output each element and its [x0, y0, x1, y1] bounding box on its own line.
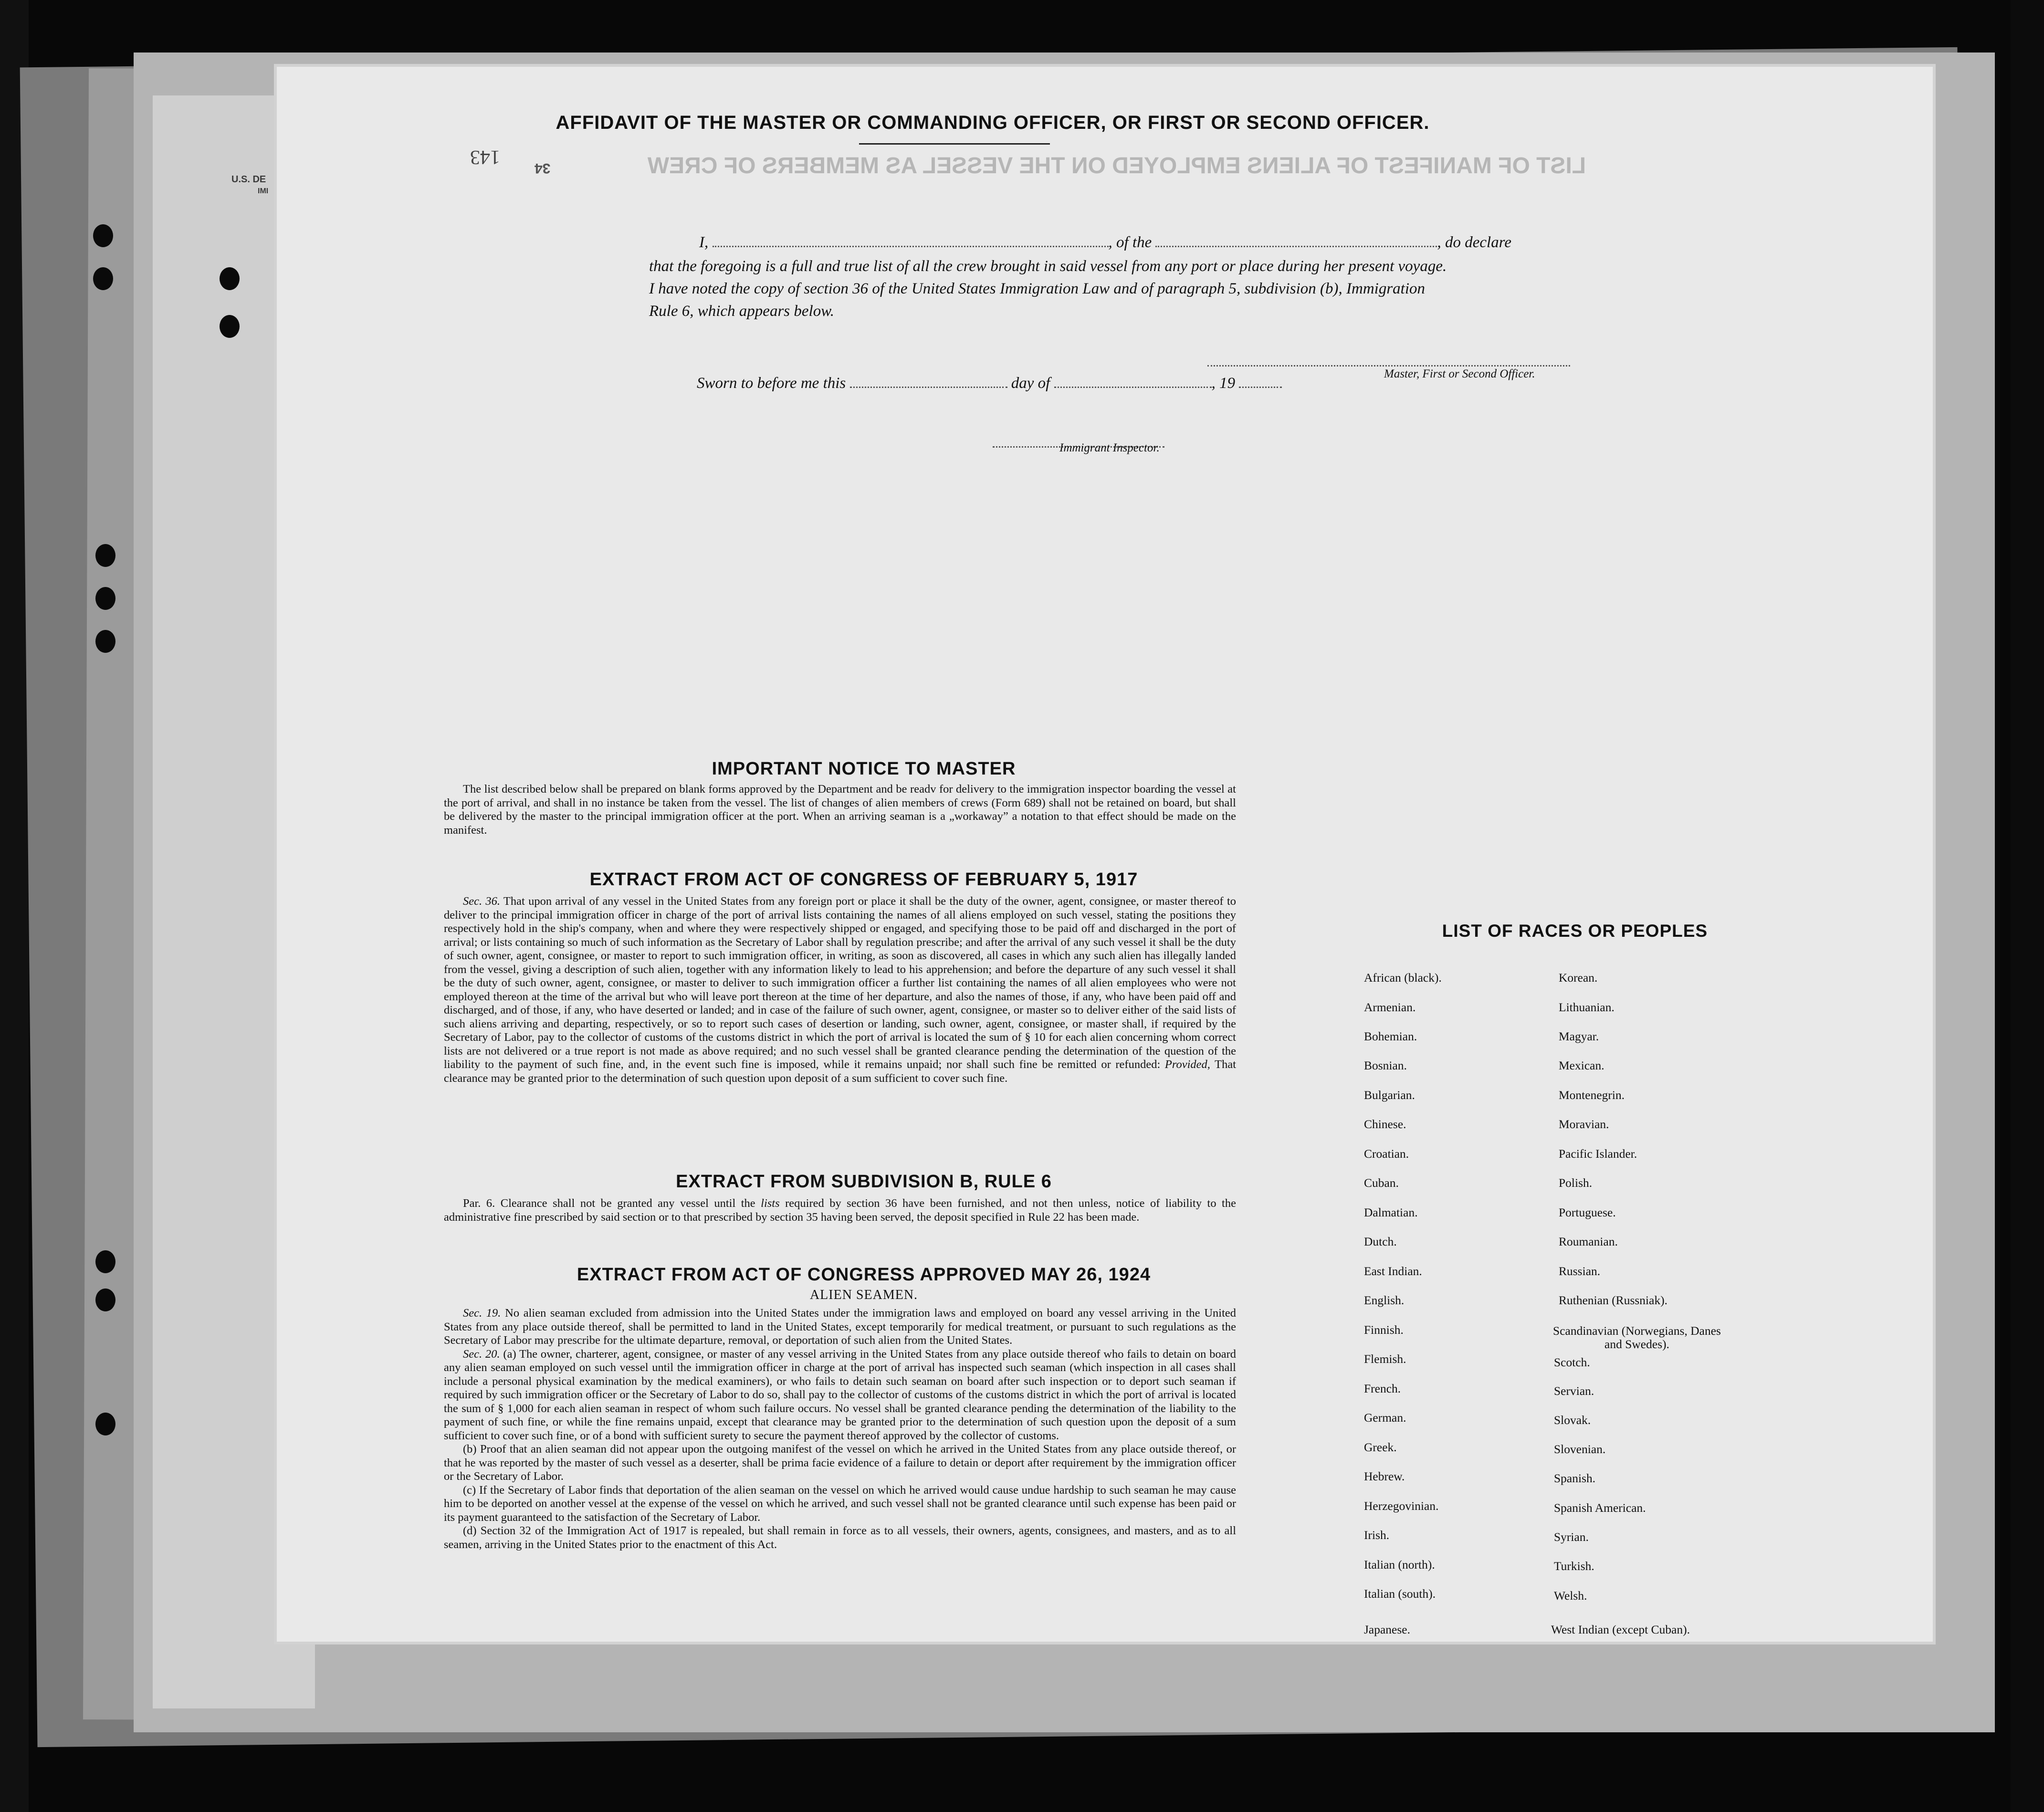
race-item: Lithuanian.: [1559, 1000, 1614, 1014]
extract-1924-title: EXTRACT FROM ACT OF CONGRESS APPROVED MAY 26, 1924: [577, 1265, 1151, 1285]
race-item: Greek.: [1364, 1440, 1397, 1454]
sworn-text: Sworn to before me this: [697, 375, 846, 392]
affidavit-declare: , do declare: [1437, 234, 1511, 251]
extract-rule6-title: EXTRACT FROM SUBDIVISION B, RULE 6: [676, 1172, 1052, 1192]
race-item: Syrian.: [1554, 1530, 1589, 1544]
provided-word: Provided,: [1164, 1058, 1210, 1071]
affidavit-line-2: that the foregoing is a full and true list of all the crew brought in said vessel from any port or place during her present voyage.: [649, 258, 1447, 275]
race-item: Herzegovinian.: [1364, 1499, 1439, 1513]
race-item: Dutch.: [1364, 1235, 1397, 1248]
title-divider: [859, 143, 1050, 145]
section-19-text: No alien seaman excluded from admission into the United States under the immigration laws and employed on board any vessel arriving in the United States from any place outside thereof, shall be permitted to land in the United States, except temporarily for medical treatment, or pursuant to such regulations as the Secretary of Labor may prescribe for the ultimate departure, removal, or deportation of such alien from the United States.: [444, 1307, 1236, 1347]
par-6-text-start: Par. 6. Clearance shall not be granted any vessel until the: [463, 1197, 755, 1210]
bleed-through-title: LIST OF MANIFEST OF ALIENS EMPLOYED ON THE VESSEL AS MEMBERS OF CREW: [647, 153, 1586, 178]
race-item: Russian.: [1559, 1264, 1601, 1278]
race-item: Roumanian.: [1559, 1235, 1618, 1248]
punch-hole: [95, 1413, 115, 1435]
punch-hole: [95, 1288, 115, 1311]
race-item: French.: [1364, 1382, 1401, 1395]
vessel-blank: [1155, 236, 1437, 247]
punch-hole: [95, 1250, 115, 1273]
section-20c-paragraph: (c) If the Secretary of Labor finds that deportation of the alien seaman on the vessel on which he arrived would cause undue hardship to such seaman he may cause him to be deported on another vessel at the expense of the vessel on which he arrived, and such vessel shall not be granted clearance until such expense has been paid or its payment guaranteed to the satisfaction of the Secretary of Labor.: [444, 1483, 1236, 1524]
left-form-header-2: IMI: [258, 187, 269, 195]
affidavit-line-4: Rule 6, which appears below.: [649, 303, 835, 320]
section-20a-paragraph: [444, 1348, 1236, 1443]
race-item: Servian.: [1554, 1384, 1594, 1398]
race-item: Chinese.: [1364, 1117, 1406, 1131]
race-item: Ruthenian (Russniak).: [1559, 1293, 1668, 1307]
race-item: Portuguese.: [1559, 1205, 1616, 1219]
race-item: Mexican.: [1559, 1058, 1604, 1072]
section-20b-paragraph: (b) Proof that an alien seaman did not appear upon the outgoing manifest of the vessel on which he arrived in the United States from any place outside thereof, or that he was reported by the master of such vessel as a deserter, shall be prima facie evidence of a failure to detain or deport after requirement by the immigration officer or the Secretary of Labor.: [444, 1443, 1236, 1483]
section-20d-paragraph: (d) Section 32 of the Immigration Act of 1917 is repealed, but shall remain in force as to all vessels, their owners, agents, consignees, and masters, and as to all seamen, arriving in the United States prior to the enactment of this Act.: [444, 1524, 1236, 1551]
sworn-day-blank: [850, 377, 1007, 388]
races-list-title: LIST OF RACES OR PEOPLES: [1442, 921, 1708, 941]
race-item: Slovenian.: [1554, 1442, 1606, 1456]
signature-line: [1207, 356, 1570, 367]
race-item: Bohemian.: [1364, 1029, 1417, 1043]
par-6-paragraph: [444, 1197, 1236, 1224]
affidavit-i: I,: [699, 234, 709, 251]
race-item: Welsh.: [1554, 1589, 1587, 1603]
race-item: Spanish American.: [1554, 1501, 1646, 1515]
section-36-label: Sec. 36.: [463, 895, 501, 908]
notice-title: IMPORTANT NOTICE TO MASTER: [712, 759, 1016, 779]
race-item: African (black).: [1364, 971, 1442, 985]
sworn-year-blank: [1239, 377, 1282, 388]
section-36-text: That upon arrival of any vessel in the United States from any foreign port or place it shall be the duty of the owner, agent, consignee, or master thereof to deliver to the principal immigration officer in charge of the port of arrival lists containing the names of all aliens employed on such vessel, stating the positions they respectively hold in the ship's company, when and where they were respectively shipped or engaged, and specifying those to be paid off and discharged in the port of arrival; or lists containing so much of such information as the Secretary of Labor shall by regulation prescribe; and after the arrival of any such vessel it shall be the duty of such owner, agent, consignee, or master to report to such immigration officer, in writing, as soon as discovered, all cases in which any such alien has illegally landed from the vessel, giving a description of such alien, together with any information likely to lead to his apprehension; and before the departure of any such vessel it shall be the duty of such owner, agent, consignee, or master to deliver to such immigration officer a further list containing the names of all alien employees who were not employed thereon at the time of the arrival but who will leave port thereon at the time of her departure, and also the names of those, if any, who have been paid off and discharged, and of those, if any, who have deserted or landed; and in case of the failure of such owner, agent, consignee, or master so to deliver either of the said lists of such aliens arriving and departing, respectively, or so to report such cases of desertion or landing, such owner, agent, consignee, or master shall, if required by the Secretary of Labor, pay to the collector of customs of the customs district in which the port of arrival is located the sum of § 10 for each alien concerning whom correct lists are not delivered or a true report is not made as above required; and no such vessel shall be granted clearance pending the determination of the question of the liability to the payment of such fine, and, in the event such fine is imposed, while it remains unpaid; nor shall such fine be remitted or refunded:: [444, 895, 1236, 1071]
punch-hole: [93, 267, 113, 290]
section-20-label: Sec. 20.: [463, 1347, 500, 1361]
sworn-month-blank: [1054, 377, 1212, 388]
sheet-stamp-number: 34: [535, 160, 551, 176]
section-36-text-end: That clearance may be granted prior to the determination of such question upon deposit of a sum sufficient to cover such fine.: [444, 1058, 1237, 1085]
affidavit-line-1: [699, 234, 1511, 251]
name-blank: [713, 236, 1109, 247]
sheet-number-handwritten: 143: [470, 146, 500, 168]
inspector-label: Immigrant Inspector.: [1059, 441, 1160, 454]
section-20a-text: (a) The owner, charterer, agent, consignee, or master of any vessel arriving in the United States from any place outside thereof who fails to detain on board any alien seaman employed on such vessel until the immigration officer in charge at the port of arrival has inspected such seaman (which inspection in all cases shall include a personal physical examination by the medical examiners), or who fails to detain such seaman on board after such inspection or to deport such seaman if required by such immigration officer or the Secretary of Labor to do so, shall pay to the collector of customs of the customs district in which the port of arrival is located the sum of § 1,000 for each alien seaman in respect of whom such failure occurs. No vessel shall be granted clearance pending the determination of the liability to the payment of such fine, or while the fine remains unpaid, except that clearance may be granted prior to the determination of such question upon the deposit of a sum sufficient to cover such fine, or of a bond with sufficient surety to secure the payment thereof approved by the collector of customs.: [444, 1347, 1237, 1442]
race-item: Scandinavian (Norwegians, Danes and Swedes).: [1553, 1324, 1721, 1351]
extract-rule6-text-block: [444, 1197, 1236, 1224]
affidavit-title: AFFIDAVIT OF THE MASTER OR COMMANDING OFFICER, OR FIRST OR SECOND OFFICER.: [556, 112, 1430, 133]
affidavit-line-3: I have noted the copy of section 36 of the United States Immigration Law and of paragraph 5, subdivision (b), Immigration: [649, 280, 1426, 297]
race-item: Hebrew.: [1364, 1469, 1405, 1483]
section-19-paragraph: [444, 1307, 1236, 1348]
race-item: Pacific Islander.: [1559, 1147, 1637, 1161]
affidavit-of-the: , of the: [1108, 234, 1152, 251]
race-item: Japanese.: [1364, 1623, 1410, 1636]
scan-border-right: [2011, 0, 2044, 1812]
par-6-text-end: required by section 36 have been furnished, and not then unless, notice of liability to the administrative fine prescribed by said section or to that prescribed by section 35 having been served, the deposit specified in Rule 22 has been made.: [444, 1197, 1236, 1224]
race-item: Flemish.: [1364, 1352, 1406, 1366]
year-text: , 19: [1211, 375, 1236, 392]
race-item: Polish.: [1559, 1176, 1593, 1190]
notice-text-block: [444, 783, 1236, 837]
sworn-line: [697, 375, 1282, 392]
race-item: Croatian.: [1364, 1147, 1409, 1161]
race-item: Scotch.: [1554, 1355, 1590, 1369]
race-item: Moravian.: [1559, 1117, 1609, 1131]
lists-word: lists: [761, 1197, 780, 1210]
extract-1924-text-block: [444, 1307, 1236, 1551]
race-item: Bulgarian.: [1364, 1088, 1415, 1102]
signature-label: Master, First or Second Officer.: [1384, 367, 1535, 380]
left-form-header: U.S. DE: [231, 174, 266, 185]
race-item: Italian (south).: [1364, 1587, 1436, 1601]
race-item: German.: [1364, 1411, 1406, 1424]
race-item: English.: [1364, 1293, 1405, 1307]
section-19-label: Sec. 19.: [463, 1307, 501, 1320]
punch-hole: [93, 224, 113, 247]
race-item: Spanish.: [1554, 1471, 1596, 1485]
race-item: Korean.: [1559, 971, 1598, 985]
race-item: Italian (north).: [1364, 1558, 1435, 1571]
punch-hole: [95, 544, 115, 567]
punch-hole: [95, 587, 115, 610]
day-of-text: day of: [1011, 375, 1050, 392]
race-item: Armenian.: [1364, 1000, 1416, 1014]
race-item: East Indian.: [1364, 1264, 1422, 1278]
alien-seamen-subtitle: ALIEN SEAMEN.: [809, 1288, 918, 1302]
punch-hole: [95, 630, 115, 653]
race-item: Finnish.: [1364, 1323, 1404, 1337]
race-item: Bosnian.: [1364, 1058, 1407, 1072]
race-item: Magyar.: [1559, 1029, 1599, 1043]
race-item: Slovak.: [1554, 1413, 1591, 1427]
race-item: West Indian (except Cuban).: [1551, 1623, 1690, 1636]
notice-paragraph: The list described below shall be prepared on blank forms approved by the Department and be readv for delivery to the immigration inspector boarding the vessel at the port of arrival, and shall in no instance be taken from the vessel. The list of changes of alien members of crews (Form 689) shall not be retained on board, but shall be delivered by the master to the principal immigration officer at the port. When an arriving seaman is a „workaway” a notation to that effect should be made on the manifest.: [444, 783, 1236, 837]
race-item: Turkish.: [1554, 1559, 1594, 1573]
section-36-paragraph: [444, 895, 1236, 1085]
race-item: Montenegrin.: [1559, 1088, 1625, 1102]
race-item: Dalmatian.: [1364, 1205, 1418, 1219]
extract-1917-text-block: [444, 895, 1236, 1085]
punch-hole: [220, 315, 240, 338]
race-item: Cuban.: [1364, 1176, 1399, 1190]
extract-1917-title: EXTRACT FROM ACT OF CONGRESS OF FEBRUARY 5, 1917: [589, 869, 1138, 890]
punch-hole: [220, 267, 240, 290]
race-item: Irish.: [1364, 1528, 1390, 1542]
